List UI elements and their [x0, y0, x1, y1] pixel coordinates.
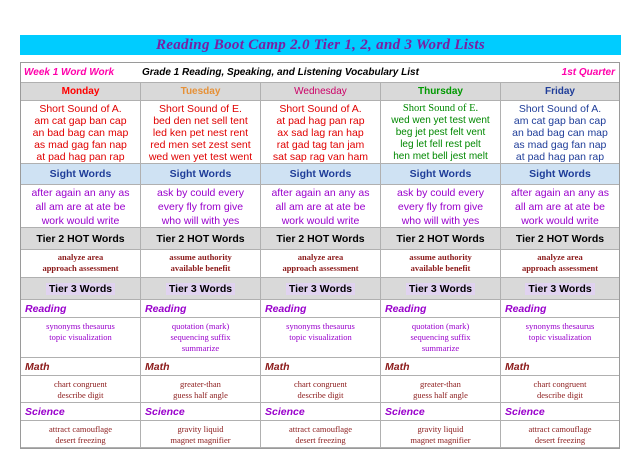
day-header-fri: Friday [501, 83, 619, 101]
tier2-line: available benefit [410, 263, 471, 273]
math-label: Math [501, 358, 619, 376]
day-header-tue: Tuesday [141, 83, 261, 101]
reading-line: topic visualization [528, 332, 592, 342]
sight-words-cell [381, 185, 501, 228]
sight-word-line: all am are at ate be [275, 201, 366, 213]
sight-words-header: Sight Words [261, 164, 381, 185]
sound-words: at pad hag pan rap [276, 115, 365, 127]
sight-word-line: every fly from give [397, 201, 484, 213]
tier2-header: Tier 2 HOT Words [501, 228, 619, 250]
sound-words: sat sap rag van ham [272, 151, 369, 163]
science-line: attract camouflage [288, 424, 352, 434]
tier2-header: Tier 2 HOT Words [381, 228, 501, 250]
reading-label: Reading [381, 300, 501, 318]
sound-words: beg jet pest felt vent [395, 127, 486, 138]
tier2-cell [141, 250, 261, 278]
reading-label: Reading [501, 300, 619, 318]
sound-words: led ken pet nest rent [152, 127, 249, 139]
sound-title: Short Sound of A. [279, 103, 362, 115]
tier2-line: available benefit [170, 263, 231, 273]
sound-title: Short Sound of E. [402, 103, 479, 114]
header-row [21, 63, 619, 83]
science-line: attract camouflage [528, 424, 592, 434]
math-line: chart congruent [293, 379, 348, 389]
sound-words: wed wen yet test went [391, 115, 490, 126]
word-grid [21, 83, 619, 448]
math-line: chart congruent [53, 379, 108, 389]
reading-cell [501, 318, 619, 358]
reading-line: topic visualization [289, 332, 352, 342]
sight-word-line: work would write [521, 215, 599, 227]
tier2-line: approach assessment [42, 263, 119, 273]
science-label: Science [21, 403, 141, 421]
science-line: desert freezing [534, 435, 586, 445]
science-label: Science [141, 403, 261, 421]
sight-word-line: every fly from give [157, 201, 244, 213]
quarter-label: 1st Quarter [561, 67, 615, 78]
reading-line: synonyms thesaurus [46, 321, 115, 331]
tier3-header [21, 278, 141, 300]
sound-words: leg let fell rest pelt [400, 139, 481, 150]
reading-line: summarize [181, 343, 220, 353]
sight-word-line: who will with yes [161, 215, 240, 227]
sight-words-cell [501, 185, 619, 228]
reading-line: quotation (mark) [171, 321, 230, 331]
sight-word-line: all am are at ate be [35, 201, 126, 213]
sound-cell-wed [261, 101, 381, 164]
reading-line: sequencing suffix [170, 332, 231, 342]
sound-title: Short Sound of A. [518, 103, 602, 115]
sight-words-header: Sight Words [21, 164, 141, 185]
sound-cell-fri [501, 101, 619, 164]
science-line: desert freezing [55, 435, 106, 445]
sight-word-line: work would write [281, 215, 360, 227]
tier2-header: Tier 2 HOT Words [21, 228, 141, 250]
math-line: guess half angle [173, 390, 228, 400]
tier3-header-label: Tier 3 Words [525, 283, 594, 295]
science-line: gravity liquid [417, 424, 464, 434]
day-header-mon: Monday [21, 83, 141, 101]
sight-word-line: after again an any as [31, 187, 130, 199]
science-line: attract camouflage [48, 424, 112, 434]
tier2-cell [261, 250, 381, 278]
science-cell [381, 421, 501, 448]
sight-word-line: ask by could every [397, 187, 484, 199]
day-header-thu: Thursday [381, 83, 501, 101]
math-line: chart congruent [533, 379, 587, 389]
sound-words: am cat gap ban cap [34, 115, 127, 127]
sound-words: as mad gag fan nap [513, 139, 607, 151]
reading-line: quotation (mark) [411, 321, 470, 331]
science-label: Science [261, 403, 381, 421]
sound-words: bed den net sell tent [153, 115, 248, 127]
sight-words-cell [261, 185, 381, 228]
math-line: describe digit [57, 390, 104, 400]
reading-cell [21, 318, 141, 358]
math-cell [141, 376, 261, 403]
reading-line: summarize [421, 343, 460, 353]
science-cell [141, 421, 261, 448]
math-line: greater-than [180, 379, 221, 389]
sight-words-header: Sight Words [141, 164, 261, 185]
tier2-header: Tier 2 HOT Words [141, 228, 261, 250]
sound-title: Short Sound of E. [159, 103, 242, 115]
science-cell [21, 421, 141, 448]
tier2-cell [21, 250, 141, 278]
math-cell [381, 376, 501, 403]
tier2-line: approach assessment [282, 263, 359, 273]
math-label: Math [381, 358, 501, 376]
science-line: magnet magnifier [410, 435, 471, 445]
math-cell [501, 376, 619, 403]
reading-label: Reading [261, 300, 381, 318]
tier3-header [261, 278, 381, 300]
math-cell [261, 376, 381, 403]
sight-word-line: work would write [41, 215, 120, 227]
tier3-header [501, 278, 619, 300]
week-label: Week 1 Word Work [24, 67, 115, 78]
math-line: greater-than [420, 379, 461, 389]
science-line: gravity liquid [177, 424, 224, 434]
reading-cell [261, 318, 381, 358]
tier2-line: assume authority [169, 252, 232, 262]
science-line: desert freezing [295, 435, 346, 445]
sound-title: Short Sound of A. [39, 103, 122, 115]
science-cell [501, 421, 619, 448]
reading-label: Reading [141, 300, 261, 318]
reading-line: topic visualization [49, 332, 112, 342]
reading-line: synonyms thesaurus [286, 321, 355, 331]
sound-words: hen met bell jest melt [393, 151, 488, 162]
tier2-line: analyze area [57, 252, 104, 262]
tier2-header: Tier 2 HOT Words [261, 228, 381, 250]
sound-words: rat gad tag tan jam [276, 139, 365, 151]
science-label: Science [381, 403, 501, 421]
tier2-line: analyze area [537, 252, 583, 262]
tier3-header [141, 278, 261, 300]
reading-label: Reading [21, 300, 141, 318]
sight-words-cell [141, 185, 261, 228]
tier3-header-label: Tier 3 Words [406, 283, 475, 295]
sight-words-header: Sight Words [381, 164, 501, 185]
sight-words-header: Sight Words [501, 164, 619, 185]
tier3-header-label: Tier 3 Words [166, 283, 235, 295]
tier2-line: analyze area [297, 252, 344, 262]
tier3-header-label: Tier 3 Words [46, 283, 115, 295]
sound-words: an bad bag can map [512, 127, 608, 139]
science-label: Science [501, 403, 619, 421]
reading-cell [141, 318, 261, 358]
sight-word-line: ask by could every [157, 187, 244, 199]
sound-words: an bad bag can map [32, 127, 129, 139]
sound-words: wed wen yet test went [148, 151, 253, 163]
sight-word-line: who will with yes [401, 215, 480, 227]
science-line: magnet magnifier [170, 435, 231, 445]
tier2-cell [501, 250, 619, 278]
sight-word-line: after again an any as [271, 187, 370, 199]
grade-label: Grade 1 Reading, Speaking, and Listening Vocabulary List [142, 67, 419, 78]
sound-words: as mad gag fan nap [34, 139, 127, 151]
math-label: Math [21, 358, 141, 376]
math-line: guess half angle [413, 390, 468, 400]
tier3-header-label: Tier 3 Words [286, 283, 355, 295]
math-label: Math [261, 358, 381, 376]
sound-words: ax sad lag ran hap [277, 127, 364, 139]
sound-words: at pad hag pan rap [515, 151, 605, 163]
math-line: describe digit [297, 390, 344, 400]
sight-word-line: after again an any as [510, 187, 610, 199]
sight-word-line: all am are at ate be [515, 201, 605, 213]
word-list-table [20, 62, 620, 449]
sound-cell-tue [141, 101, 261, 164]
sound-words: at pad hag pan rap [36, 151, 125, 163]
math-cell [21, 376, 141, 403]
reading-line: synonyms thesaurus [525, 321, 595, 331]
page-banner: Reading Boot Camp 2.0 Tier 1, 2, and 3 Word Lists [20, 35, 621, 55]
day-header-wed: Wednesday [261, 83, 381, 101]
sound-words: red men set zest sent [150, 139, 251, 151]
sound-words: am cat gap ban cap [513, 115, 607, 127]
sound-cell-thu [381, 101, 501, 164]
sound-cell-mon [21, 101, 141, 164]
math-label: Math [141, 358, 261, 376]
tier2-cell [381, 250, 501, 278]
science-cell [261, 421, 381, 448]
tier3-header [381, 278, 501, 300]
reading-cell [381, 318, 501, 358]
tier2-line: approach assessment [521, 263, 599, 273]
sight-words-cell [21, 185, 141, 228]
reading-line: sequencing suffix [410, 332, 471, 342]
tier2-line: assume authority [409, 252, 472, 262]
math-line: describe digit [536, 390, 584, 400]
